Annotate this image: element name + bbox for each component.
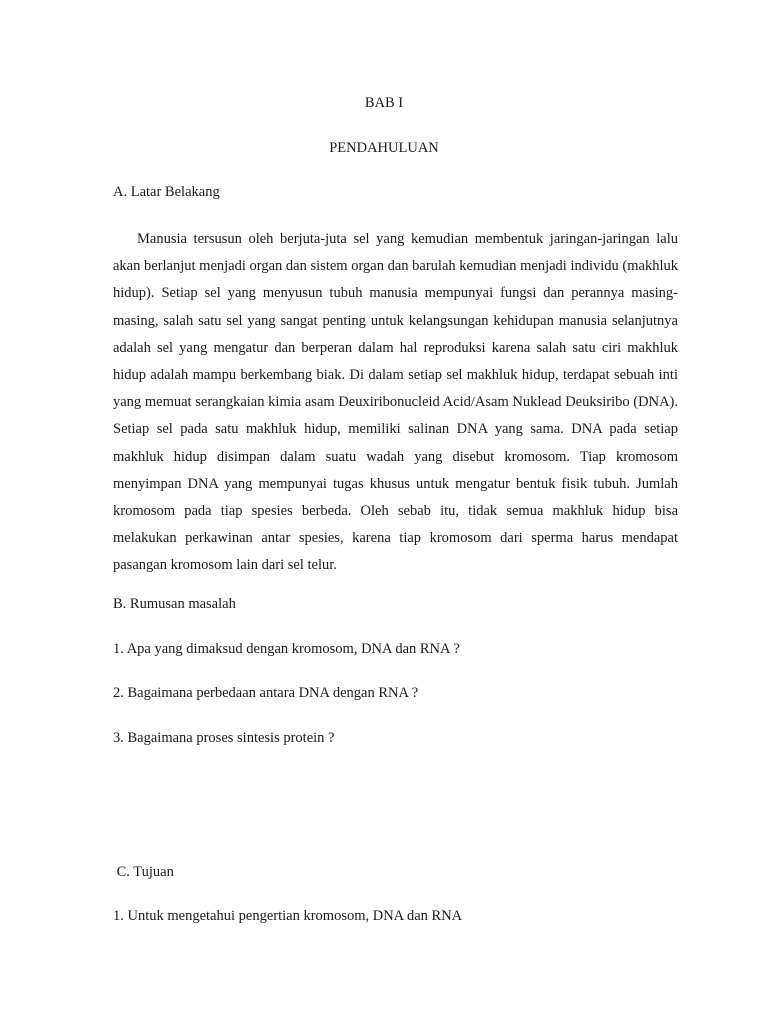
problem-item-3: 3. Bagaimana proses sintesis protein ? xyxy=(113,730,335,746)
problem-item-2: 2. Bagaimana perbedaan antara DNA dengan RNA ? xyxy=(113,685,419,701)
chapter-title: PENDAHULUAN xyxy=(329,140,439,156)
background-paragraph: Manusia tersusun oleh berjuta-juta sel yang kemudian membentuk jaringan-jaringan lalu akan berlanjut menjadi organ dan sistem organ dan barulah kemudian menjadi individu (makhluk hidup). Setiap sel yang menyusun tubuh manusia mempunyai fungsi dan perannya masing- masing, salah satu sel yang sangat penting untuk kelangsungan kehidupan manusia selanjutnya adalah sel yang mengatur dan berperan dalam hal reproduksi karena salah satu ciri makhluk hidup adalah mampu berkembang biak. Di dalam setiap sel makhluk hidup, terdapat sebuah inti yang memuat serangkaian kimia asam Deuxiribonucleid Acid/Asam Nuklead Deuksiribo (DNA). Setiap sel pada satu makhluk hidup, memiliki salinan DNA yang sama. DNA pada setiap makhluk hidup disimpan dalam suatu wadah yang disebut kromosom. Tiap kromosom menyimpan DNA yang mempunyai tugas khusus untuk mengatur bentuk fisik tubuh. Jumlah kromosom pada tiap spesies berbeda. Oleh sebab itu, tidak semua makhluk hidup bisa melakukan perkawinan antar spesies, karena tiap kromosom dari sperma harus mendapat pasangan kromosom lain dari sel telur. xyxy=(113,231,678,574)
section-b-heading: B. Rumusan masalah xyxy=(113,596,236,612)
chapter-label: BAB I xyxy=(364,95,404,111)
objective-item-1: 1. Untuk mengetahui pengertian kromosom, DNA dan RNA xyxy=(113,908,463,924)
section-c-heading: C. Tujuan xyxy=(113,864,174,880)
section-a-heading: A. Latar Belakang xyxy=(113,184,220,200)
problem-item-1: 1. Apa yang dimaksud dengan kromosom, DNA dan RNA ? xyxy=(113,641,460,657)
